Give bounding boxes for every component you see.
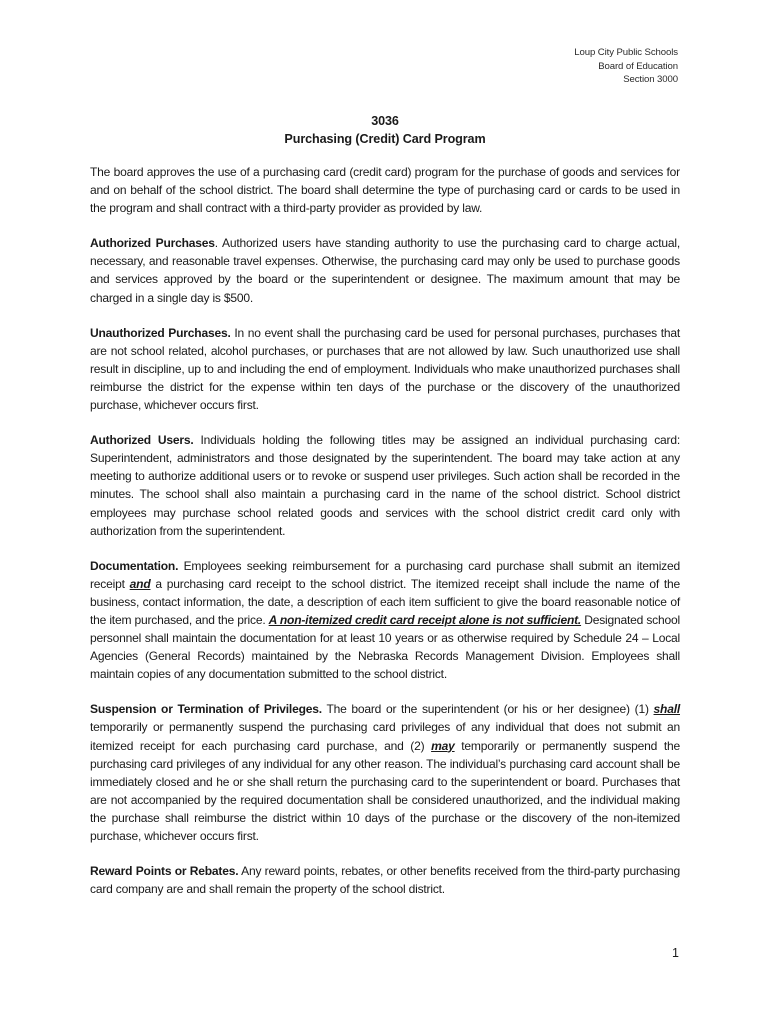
documentation-paragraph	[90, 557, 680, 684]
suspension-heading: Suspension or Termination of Privileges.	[90, 702, 322, 717]
authorized-users-text: Individuals holding the following titles may be assigned an individual purchasing card: Superintendent, administrators and those designated by the superintendent. The board may take action at any meeting to authorize additional users or to revoke or suspend user privileges. Such action shall be recorded in the minutes. The school shall also maintain a purchasing card in the name of the school district. School district employees may purchase school related goods and services with the school district credit card only with authorization from the superintendent.	[90, 433, 680, 538]
header-section: Section 3000	[623, 74, 678, 86]
authorized-purchases-text: . Authorized users have standing authority to use the purchasing card to charge actual, necessary, and reasonable travel expenses. Otherwise, the purchasing card may only be used to purchase goods and services approved by the board or the superintendent or designee. The maximum amount that may be charged in a single day is $500.	[90, 236, 680, 305]
documentation-emphasis-and: and	[129, 576, 151, 591]
policy-title: Purchasing (Credit) Card Program	[284, 132, 486, 146]
document-header	[574, 46, 678, 87]
suspension-emphasis-shall: shall	[653, 702, 680, 717]
reward-points-text: Any reward points, rebates, or other benefits received from the third-party purchasing card company are and shall remain the property of the school district.	[90, 864, 680, 897]
suspension-text-2: temporarily or permanently suspend the purchasing card privileges of any individual that does not submit an itemized receipt for each purchasing card purchase, and (2)	[90, 720, 680, 753]
suspension-paragraph	[90, 700, 680, 845]
unauthorized-purchases-heading: Unauthorized Purchases.	[90, 325, 231, 340]
documentation-text-1: Employees seeking reimbursement for a purchasing card purchase shall submit an itemized receipt	[90, 558, 680, 591]
policy-body	[90, 163, 680, 915]
suspension-text-1: The board or the superintendent (or his or her designee) (1)	[321, 702, 654, 717]
authorized-users-heading: Authorized Users.	[90, 433, 194, 448]
header-board: Board of Education	[598, 60, 678, 72]
intro-paragraph	[90, 163, 680, 217]
authorized-purchases-paragraph	[90, 234, 680, 306]
page-number: 1	[672, 946, 679, 960]
unauthorized-purchases-paragraph	[90, 324, 680, 414]
header-school-name: Loup City Public Schools	[574, 47, 678, 58]
suspension-emphasis-may: may	[431, 738, 455, 753]
unauthorized-purchases-text: In no event shall the purchasing card be used for personal purchases, purchases that are not school related, alcohol purchases, or purchases that are not allowed by law. Such unauthorized use shall result in discipline, up to and including the end of employment. Individuals who make unauthorized purchases shall reimburse the district for the expense within ten days of the purchase or the discovery of the unauthorized purchase, whichever occurs first.	[90, 325, 680, 413]
reward-points-paragraph	[90, 862, 680, 898]
authorized-purchases-heading: Authorized Purchases	[90, 236, 215, 251]
reward-points-heading: Reward Points or Rebates.	[90, 864, 239, 879]
documentation-text-3: Designated school personnel shall maintain the documentation for at least 10 years or as otherwise required by Schedule 24 – Local Agencies (General Records) maintained by the Nebraska Records Management Division. Employees shall maintain copies of any documentation submitted to the school district.	[90, 612, 680, 682]
policy-title-block	[90, 112, 680, 148]
policy-number: 3036	[371, 114, 399, 128]
documentation-heading: Documentation.	[90, 558, 179, 573]
suspension-text-3: temporarily or permanently suspend the purchasing card privileges of any individual for any other reason. The individual’s purchasing card account shall be immediately closed and he or she shall return the purchasing card to the superintendent or board. Purchases that are not accompanied by the required documentation shall be considered unauthorized, and the individual making the purchase shall reimburse the district within 10 days of the purchase or the discovery of the non-itemized purchase, whichever occurs first.	[90, 738, 680, 843]
documentation-text-2: a purchasing card receipt to the school district. The itemized receipt shall include the name of the business, contact information, the date, a description of each item sufficient to give the board reasonable notice of the item purchased, and the price.	[90, 576, 680, 627]
authorized-users-paragraph	[90, 431, 680, 540]
documentation-warning: A non-itemized credit card receipt alone is not sufficient.	[268, 612, 582, 627]
intro-text: The board approves the use of a purchasing card (credit card) program for the purchase of goods and services for and on behalf of the school district. The board shall determine the type of purchasing card or cards to be used in the program and shall contract with a third-party provider as provided by law.	[90, 165, 680, 216]
